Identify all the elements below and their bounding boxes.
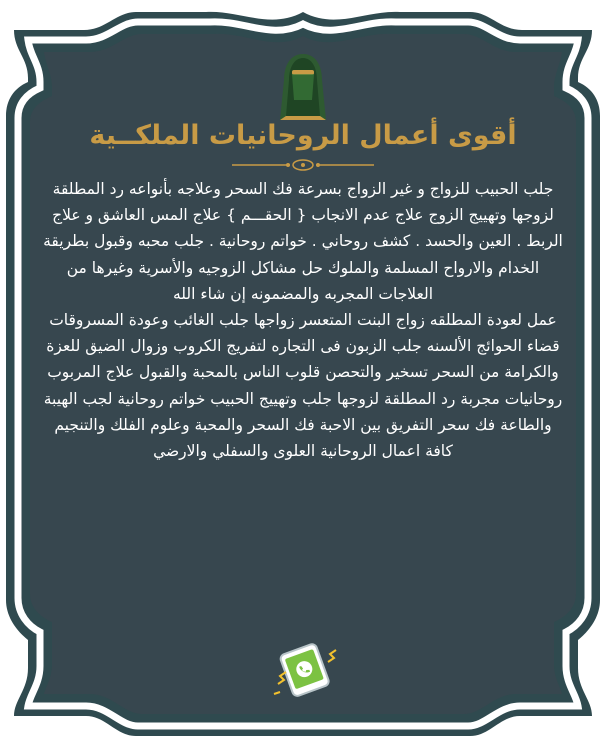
phone-call-icon[interactable] [270, 640, 340, 702]
ornamental-divider [230, 158, 376, 172]
page-title: أقوى أعمال الروحانيات الملكــية [89, 120, 517, 151]
main-content [40, 176, 566, 464]
veiled-woman-logo-icon [272, 50, 334, 122]
paragraph-works: عمل لعودة المطلقه زواج البنت المتعسر زواجها جلب الغائب وعودة المسروقات قضاء الحوائج الألسنه جلب الزبون فى التجاره لتفريج الكروب وزوال الضيق للعزة والكرامة من السحر تسخير والتحصن قلوب الناس بالمحبة والقبول علاج المربوب روحانيات مجربة رد المطلقة لزوجها جلب وتهييج الحبيب خواتم روحانية لجب الهيبة والطاعة فك سحر التفريق بين الاحبة فك السحر والمحبة وعلوم الفلك والتنجيم كافة اعمال الروحانية العلوى والسفلي والارضي [43, 311, 563, 461]
paragraph-services: جلب الحبيب للزواج و غير الزواج بسرعة فك السحر وعلاجه بأنواعه رد المطلقة لزوجها وتهييج الزوج علاج عدم الانجاب { الحقـــم } علاج المس العاشق و علاج الربط . العين والحسد . كشف روحاني . خواتم روحانية . جلب محبه وقبول بطريقة الخدام والارواح المسلمة والملوك حل مشاكل الزوجيه والأسرية وغيرها من العلاجات المجربه والمضمونه إن شاء الله [43, 180, 563, 303]
